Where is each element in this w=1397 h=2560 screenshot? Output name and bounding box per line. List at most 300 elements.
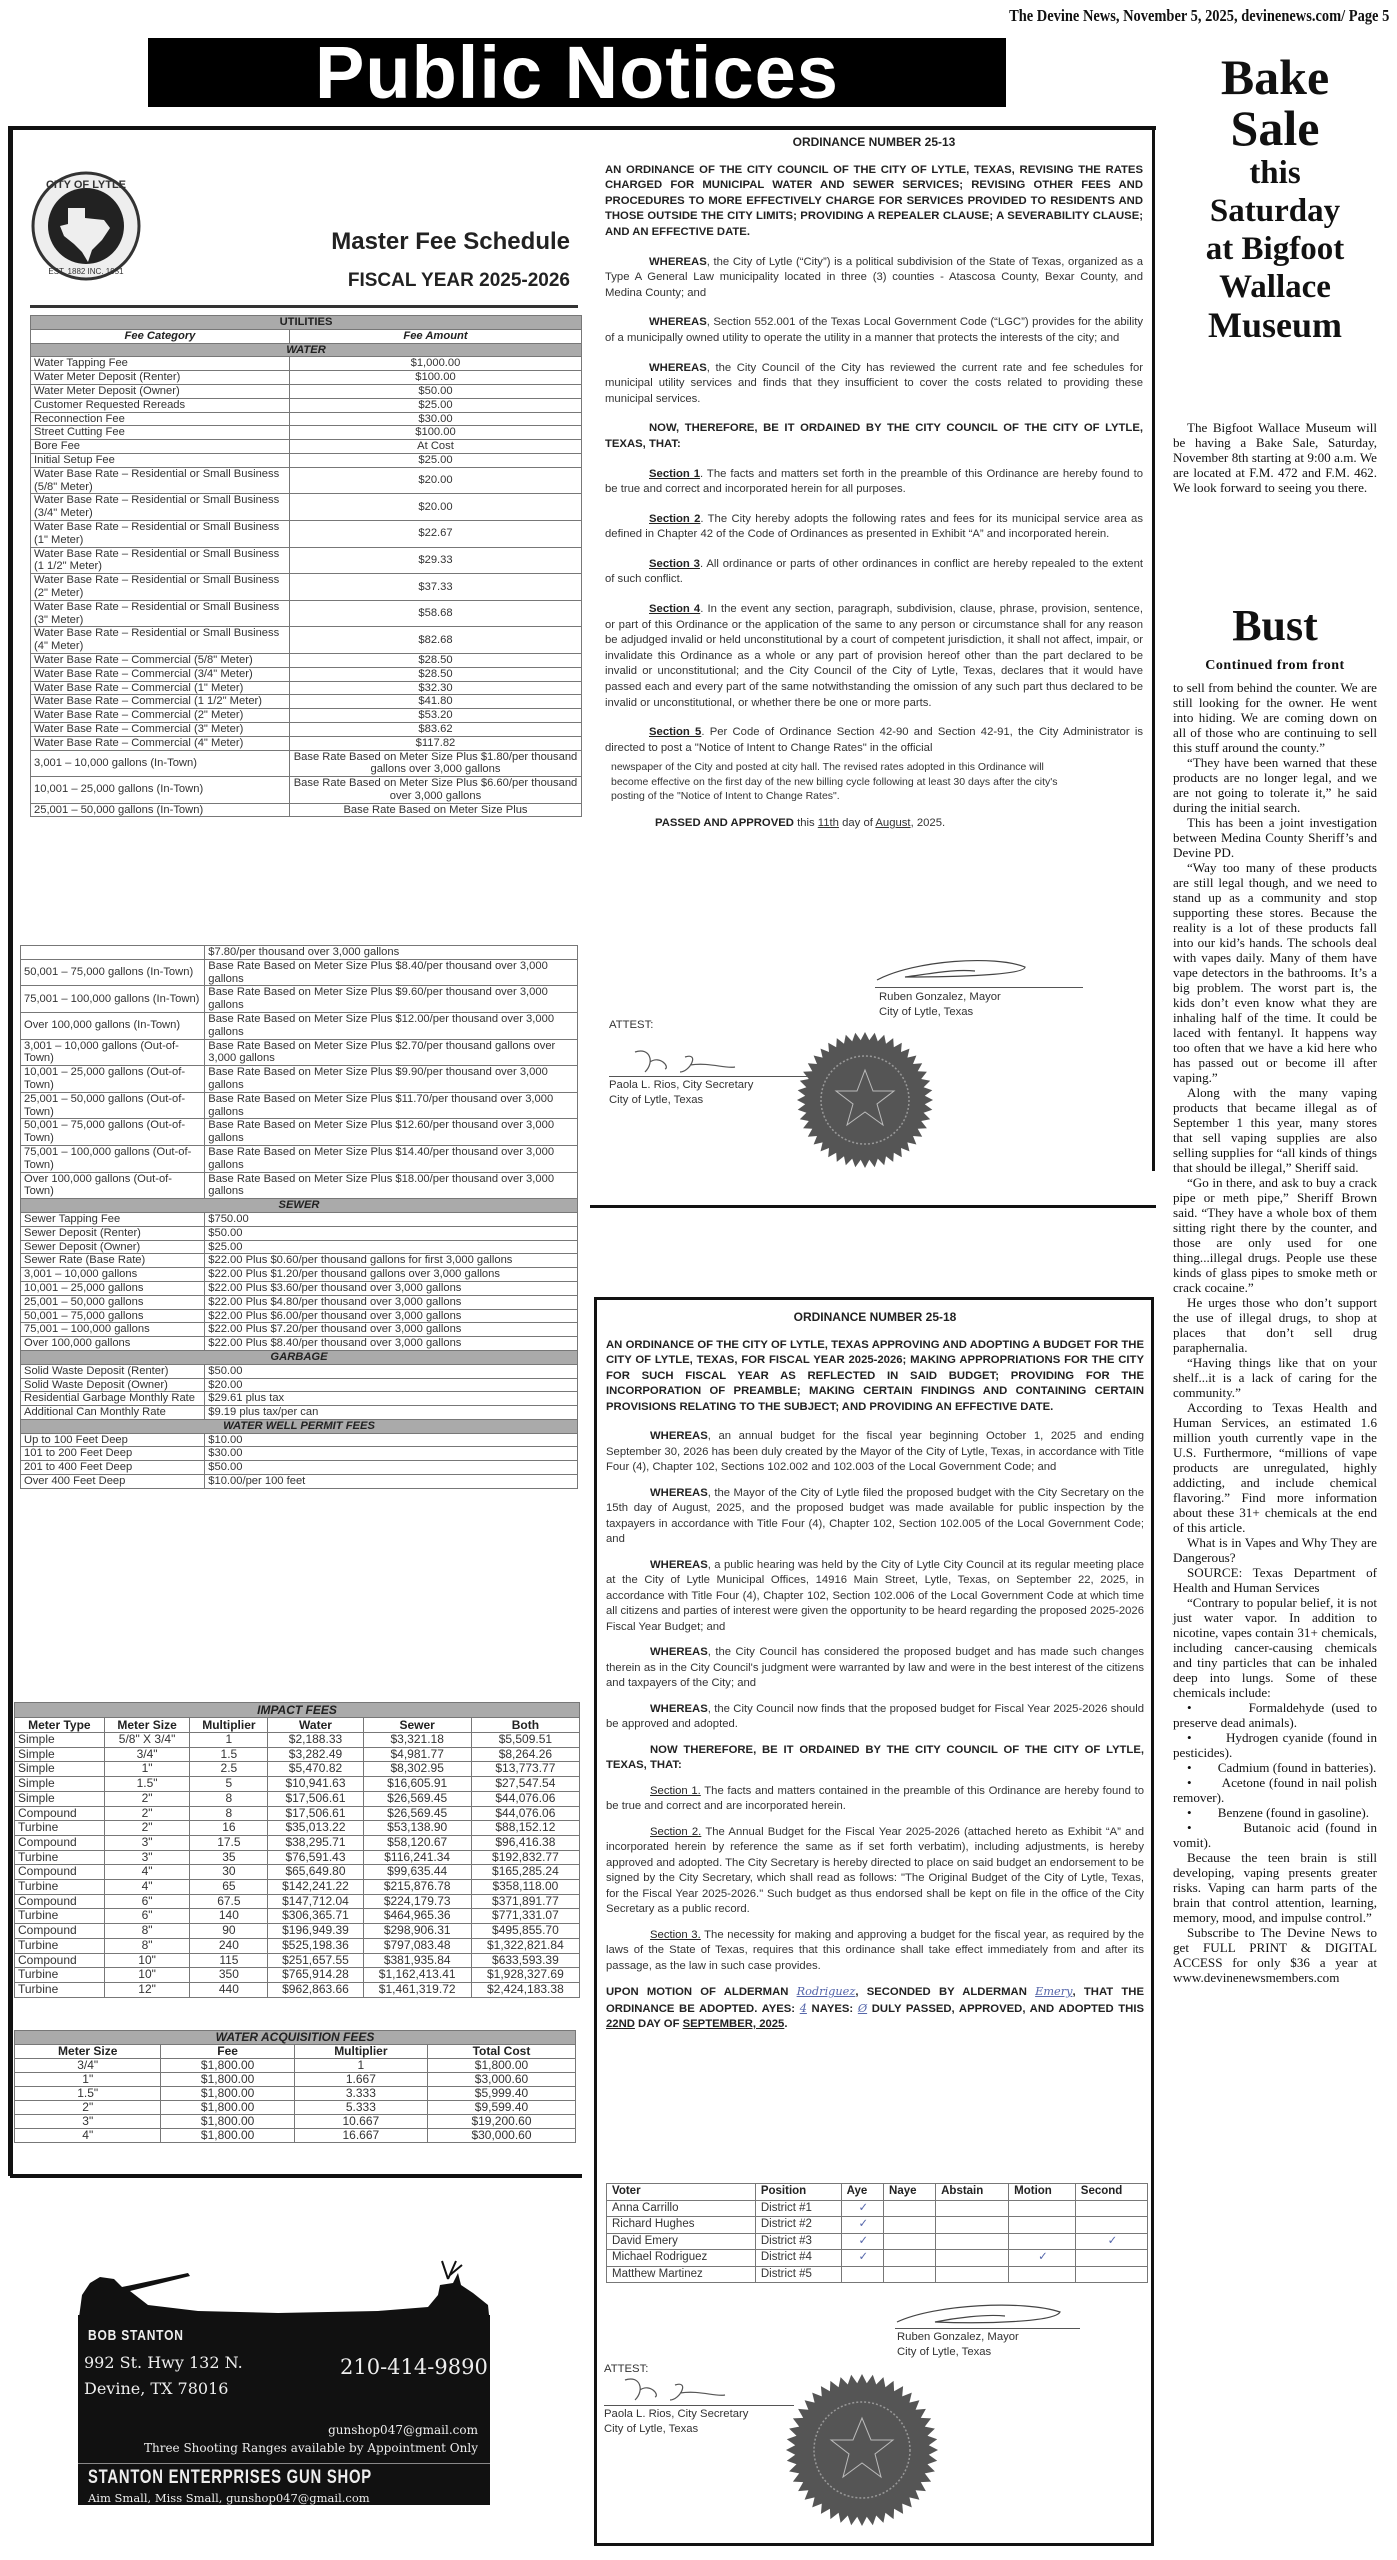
- vote-mark: [884, 2233, 936, 2250]
- fee-amount: $37.33: [289, 574, 581, 601]
- fee-amount: Base Rate Based on Meter Size Plus $11.70/per thousand over 3,000 gallons: [205, 1092, 578, 1119]
- whereas-clause: [605, 315, 1143, 346]
- article-paragraph: “Way too many of these products are still legal though, and we need to stand up as a community and stop supporting these stores. Because the reality is a lot of these products fall into our kid’s hands. The schools deal with vapes daily. Many of them have vape detectors in the bathrooms. It’s a big problem. The worst part is, the kids don’t even know what they are inhaling half of the time. It could be laced with fentanyl. It happens way too often that we have a kid here who has passed out or become ill after vaping.”: [1173, 860, 1377, 1085]
- ad-email[interactable]: gunshop047@gmail.com: [328, 2423, 478, 2437]
- acquisition-row: [15, 2128, 576, 2142]
- fee-category: Sewer Deposit (Renter): [21, 1226, 205, 1240]
- ad-ranges: Three Shooting Ranges available by Appointment Only: [143, 2441, 478, 2455]
- headline-line-5: at Bigfoot: [1205, 231, 1345, 267]
- acquisition-cell: $1,800.00: [161, 2058, 294, 2072]
- fee-row: [21, 1295, 578, 1309]
- mayor-signature-icon: [875, 955, 1035, 985]
- fee-category: 25,001 – 50,000 gallons (Out-of-Town): [21, 1092, 205, 1119]
- fee-category: Water Base Rate – Commercial (3" Meter): [31, 722, 290, 736]
- whereas-label: WHEREAS: [650, 1702, 708, 1715]
- vote-mark: ✓: [841, 2200, 883, 2217]
- svg-text:EST. 1882 INC. 1951: EST. 1882 INC. 1951: [48, 267, 124, 276]
- fee-amount: $22.00 Plus $1.20/per thousand gallons over 3,000 gallons: [205, 1268, 578, 1282]
- section-label: Section 3.: [650, 1928, 701, 1941]
- impact-cell: $765,914.28: [268, 1968, 363, 1983]
- section-text: The facts and matters contained in the preamble of this Ordinance are hereby found to be true and correct and are incorporated herein.: [606, 1784, 1144, 1812]
- impact-cell: $8,302.95: [363, 1762, 471, 1777]
- vote-mark: ✓: [841, 2217, 883, 2234]
- fee-amount: $83.62: [289, 722, 581, 736]
- fee-amount: $32.30: [289, 681, 581, 695]
- fee-category: Sewer Tapping Fee: [21, 1212, 205, 1226]
- fee-amount: $1,000.00: [289, 357, 581, 371]
- passed-text: this: [793, 816, 818, 829]
- section-text: . All ordinance or parts of other ordinances in conflict are hereby repealed to the extent of such conflict.: [605, 557, 1143, 586]
- fee-amount: $25.00: [289, 398, 581, 412]
- fee-amount: Base Rate Based on Meter Size Plus $12.60/per thousand over 3,000 gallons: [205, 1119, 578, 1146]
- impact-cell: Simple: [15, 1777, 105, 1792]
- impact-row: [15, 1806, 580, 1821]
- fee-row: [31, 722, 582, 736]
- fee-amount: Base Rate Based on Meter Size Plus $8.40/per thousand over 3,000 gallons: [205, 959, 578, 986]
- mayor-signature-line: [895, 2328, 1080, 2329]
- vote-cell: Anna Carrillo: [607, 2200, 756, 2217]
- bullet-icon: •: [1187, 1700, 1249, 1715]
- impact-cell: $5,470.82: [268, 1762, 363, 1777]
- section-label: Section 2: [649, 512, 701, 525]
- impact-cell: $464,965.36: [363, 1909, 471, 1924]
- fee-category: 50,001 – 75,000 gallons (In-Town): [21, 959, 205, 986]
- impact-cell: $8,264.26: [471, 1747, 579, 1762]
- impact-cell: Turbine: [15, 1880, 105, 1895]
- fee-row: [21, 1012, 578, 1039]
- fee-category: Over 100,000 gallons: [21, 1337, 205, 1351]
- impact-cell: 1.5: [190, 1747, 268, 1762]
- acquisition-cell: $1,800.00: [161, 2114, 294, 2128]
- impact-cell: $58,120.67: [363, 1835, 471, 1850]
- vote-cell: Michael Rodriguez: [607, 2250, 756, 2267]
- fee-row: [21, 1281, 578, 1295]
- impact-cell: $1,928,327.69: [471, 1968, 579, 1983]
- impact-cell: $1,162,413.41: [363, 1968, 471, 1983]
- impact-cell: 17.5: [190, 1835, 268, 1850]
- impact-col-header: Meter Type: [15, 1718, 105, 1733]
- fee-amount: $7.80/per thousand over 3,000 gallons: [205, 946, 578, 960]
- impact-cell: $53,138.90: [363, 1821, 471, 1836]
- fee-category: Water Base Rate – Commercial (1" Meter): [31, 681, 290, 695]
- motion-by: Rodriguez: [796, 1985, 856, 1998]
- impact-cell: $17,506.61: [268, 1791, 363, 1806]
- acquisition-cell: 1.5": [15, 2086, 161, 2100]
- fee-amount: At Cost: [289, 440, 581, 454]
- ordained-clause: NOW, THEREFORE, BE IT ORDAINED BY THE CITY COUNCIL OF THE CITY OF LYTLE, TEXAS, THAT:: [605, 422, 1143, 450]
- fee-row: [31, 520, 582, 547]
- chemical-text: Cadmium (found in batteries).: [1217, 1760, 1377, 1775]
- fee-schedule-subtitle: FISCAL YEAR 2025-2026: [347, 270, 570, 291]
- vote-cell: District #2: [755, 2217, 841, 2234]
- fee-row: [31, 453, 582, 467]
- impact-cell: $358,118.00: [471, 1880, 579, 1895]
- fee-category: 25,001 – 50,000 gallons (In-Town): [31, 803, 290, 817]
- acquisition-cell: 10.667: [294, 2114, 427, 2128]
- impact-cell: 440: [190, 1982, 268, 1997]
- article-paragraph: This has been a joint investigation between Medina County Sheriff’s and Devine PD.: [1173, 815, 1377, 860]
- impact-cell: $771,331.07: [471, 1909, 579, 1924]
- impact-cell: 8": [104, 1938, 190, 1953]
- ordinance-section: [606, 1784, 1144, 1815]
- impact-cell: $2,424,183.38: [471, 1982, 579, 1997]
- impact-cell: $27,547.54: [471, 1777, 579, 1792]
- gun-shop-ad: [78, 2255, 490, 2505]
- notice-frame-right: [1152, 126, 1155, 1171]
- impact-cell: 2.5: [190, 1762, 268, 1777]
- fee-category: Water Base Rate – Residential or Small Business (4" Meter): [31, 627, 290, 654]
- acquisition-cell: 5.333: [294, 2100, 427, 2114]
- impact-row: [15, 1777, 580, 1792]
- impact-cell: $495,855.70: [471, 1924, 579, 1939]
- fee-row: [21, 1323, 578, 1337]
- impact-cell: 10": [104, 1953, 190, 1968]
- chemical-text: Formaldehyde (used to preserve dead animals).: [1173, 1700, 1377, 1730]
- fee-amount: $20.00: [289, 467, 581, 494]
- fee-row: [31, 494, 582, 521]
- vote-cell: District #1: [755, 2200, 841, 2217]
- passed-label: PASSED AND APPROVED: [655, 816, 794, 829]
- fee-category: 3,001 – 10,000 gallons: [21, 1268, 205, 1282]
- bullet-icon: •: [1187, 1805, 1218, 1820]
- ad-owner: BOB STANTON: [88, 2327, 184, 2344]
- acquisition-row: [15, 2086, 576, 2100]
- fee-category: Water Base Rate – Commercial (3/4" Meter): [31, 667, 290, 681]
- fee-category: Over 400 Feet Deep: [21, 1475, 205, 1489]
- impact-cell: $298,906.31: [363, 1924, 471, 1939]
- fee-row: [21, 1254, 578, 1268]
- ordained-clause: NOW THEREFORE, BE IT ORDAINED BY THE CITY COUNCIL OF THE CITY OF LYTLE, TEXAS, THAT:: [606, 1743, 1144, 1771]
- secretary-city: City of Lytle, Texas: [609, 1094, 704, 1106]
- vote-mark: [1075, 2217, 1147, 2234]
- acquisition-cell: 1": [15, 2072, 161, 2086]
- whereas-label: WHEREAS: [650, 1430, 708, 1442]
- acquisition-cell: $5,999.40: [427, 2086, 575, 2100]
- fee-row: [31, 667, 582, 681]
- impact-col-header: Water: [268, 1718, 363, 1733]
- fee-row: [21, 1226, 578, 1240]
- vote-col-header: Motion: [1009, 2184, 1076, 2201]
- impact-cell: $381,935.84: [363, 1953, 471, 1968]
- fee-row: [21, 1039, 578, 1066]
- secretary-name: Paola L. Rios, City Secretary: [604, 2408, 749, 2420]
- chemical-text: Acetone (found in nail polish remover).: [1173, 1775, 1377, 1805]
- fee-row: [21, 1433, 578, 1447]
- acquisition-cell: 3": [15, 2114, 161, 2128]
- secretary-signature-icon: [630, 1047, 740, 1077]
- ordinance-section: [605, 557, 1143, 588]
- section-label: Section 1.: [650, 1784, 701, 1797]
- fee-category: Sewer Rate (Base Rate): [21, 1254, 205, 1268]
- vote-mark: [1075, 2250, 1147, 2267]
- impact-cell: $88,152.12: [471, 1821, 579, 1836]
- secretary-city: City of Lytle, Texas: [604, 2423, 699, 2435]
- fee-row: [31, 398, 582, 412]
- fee-category: Reconnection Fee: [31, 412, 290, 426]
- fee-row: [21, 1447, 578, 1461]
- fee-row: [21, 1461, 578, 1475]
- impact-cell: 1: [190, 1733, 268, 1748]
- vote-cell: District #4: [755, 2250, 841, 2267]
- acquisition-row: [15, 2058, 576, 2072]
- vote-cell: David Emery: [607, 2233, 756, 2250]
- fee-row: [21, 1364, 578, 1378]
- fee-category: Water Base Rate – Commercial (2" Meter): [31, 709, 290, 723]
- headline-line-1: Bake: [1220, 49, 1330, 105]
- ordinance-caption: AN ORDINANCE OF THE CITY OF LYTLE, TEXAS APPROVING AND ADOPTING A BUDGET FOR THE CITY OF LYTLE, TEXAS, FOR FISCAL YEAR 2025-2026; MAKING APPROPRIATIONS FOR THE CITY FOR SUCH FISCAL YEAR AS REFLECTED IN SAID BUDGET; PROVIDING FOR THE INCORPORATION OF PREAMBLE; MAKING CERTAIN FINDINGS AND CONTAINING CERTAIN PROVISIONS RELATING TO THE SUBJECT; AND PROVIDING AN EFFECTIVE DATE.: [606, 1338, 1144, 1413]
- impact-cell: $26,569.45: [363, 1806, 471, 1821]
- passed-year: , 2025.: [910, 816, 946, 829]
- chemical-list-item: [1173, 1805, 1377, 1820]
- impact-cell: $251,657.55: [268, 1953, 363, 1968]
- whereas-clause: [606, 1645, 1144, 1692]
- impact-cell: Turbine: [15, 1850, 105, 1865]
- city-of-lytle-seal-icon: [30, 170, 142, 282]
- fee-row: [31, 371, 582, 385]
- impact-cell: 2": [104, 1791, 190, 1806]
- ayes-count: 4: [799, 2001, 807, 2015]
- section-text: . In the event any section, paragraph, subdivision, clause, phrase, provision, sentence, or part of this Ordinance or the application of the same to any person or circumstance shall for any reason be adjudged invalid or held unconstitutional by a court of competent jurisdiction, it shall not affect, impair, or invalidate this Ordinance as a whole or any part of provision hereof other than the part declared to be invalid or unconstitutional; and the City Council of the City of Lytle, Texas, declares that it would have passed each and every part of the same notwithstanding the omission of any such part thus declared to be invalid or unconstitutional, or whether there be one or more parts.: [605, 603, 1143, 709]
- acquisition-col-header: Fee: [161, 2044, 294, 2058]
- impact-cell: $96,416.38: [471, 1835, 579, 1850]
- fee-schedule-header: [30, 170, 580, 320]
- chemical-list-item: [1173, 1730, 1377, 1760]
- chemical-list-item: [1173, 1760, 1377, 1775]
- acquisition-row: [15, 2114, 576, 2128]
- fee-category: 50,001 – 75,000 gallons: [21, 1309, 205, 1323]
- acquisition-cell: $1,800.00: [161, 2086, 294, 2100]
- well-permit-header: WATER WELL PERMIT FEES: [21, 1419, 578, 1433]
- passed-month: August: [875, 816, 911, 829]
- bake-sale-headline: [1173, 49, 1377, 345]
- fee-category: Bore Fee: [31, 440, 290, 454]
- article-paragraph: SOURCE: Texas Department of Health and Human Services: [1173, 1565, 1377, 1595]
- fee-row: [21, 1066, 578, 1093]
- impact-cell: $224,179.73: [363, 1894, 471, 1909]
- fee-row: [31, 709, 582, 723]
- fee-category: Water Base Rate – Commercial (4" Meter): [31, 736, 290, 750]
- article-paragraph: “They have been warned that these products are no longer legal, and we are not going to tolerate it,” he said during the initial search.: [1173, 755, 1377, 815]
- utilities-fee-table: [30, 315, 582, 817]
- fee-row: [21, 1172, 578, 1199]
- vote-mark: [841, 2266, 883, 2283]
- whereas-text: , the City Council of the City has reviewed the current rate and fee schedules for municipal utility services and finds that they insufficient to cover the costs related to providing these municipal services.: [605, 361, 1143, 405]
- fee-row: [31, 653, 582, 667]
- impact-cell: $4,981.77: [363, 1747, 471, 1762]
- fee-category: Additional Can Monthly Rate: [21, 1406, 205, 1420]
- fee-category: 25,001 – 50,000 gallons: [21, 1295, 205, 1309]
- impact-cell: 8: [190, 1806, 268, 1821]
- fee-amount: $22.67: [289, 520, 581, 547]
- whereas-label: WHEREAS: [650, 1646, 708, 1658]
- fee-category: Up to 100 Feet Deep: [21, 1433, 205, 1447]
- whereas-clause: [605, 255, 1143, 302]
- fee-category: Street Cutting Fee: [31, 426, 290, 440]
- fee-category: Initial Setup Fee: [31, 453, 290, 467]
- fee-amount: Base Rate Based on Meter Size Plus $9.60/per thousand over 3,000 gallons: [205, 986, 578, 1013]
- fee-row: [31, 695, 582, 709]
- chemical-text: Hydrogen cyanide (found in pesticides).: [1173, 1730, 1377, 1760]
- fee-amount: Base Rate Based on Meter Size Plus $2.70/per thousand gallons over 3,000 gallons: [205, 1039, 578, 1066]
- headline-line-3: this: [1249, 155, 1301, 191]
- fee-row: [21, 1475, 578, 1489]
- acquisition-cell: 4": [15, 2128, 161, 2142]
- impact-col-header: Multiplier: [190, 1718, 268, 1733]
- passed-approved-line: [605, 816, 1143, 832]
- impact-cell: Compound: [15, 1894, 105, 1909]
- fee-row: [31, 426, 582, 440]
- fee-amount: $100.00: [289, 371, 581, 385]
- impact-cell: $26,569.45: [363, 1791, 471, 1806]
- fee-row: [31, 750, 582, 777]
- sewer-header: SEWER: [21, 1199, 578, 1213]
- acquisition-cell: $1,800.00: [161, 2072, 294, 2086]
- fee-amount: $28.50: [289, 653, 581, 667]
- article-paragraph: According to Texas Health and Human Services, an estimated 1.6 million youth currently vape in the U.S. Furthermore, “millions of vape products are unregulated, highly addicting, and include chemical flavoring.” Find more information about these 31+ chemicals at the end of this article.: [1173, 1400, 1377, 1535]
- fee-row: [31, 547, 582, 574]
- acquisition-cell: $30,000.60: [427, 2128, 575, 2142]
- vote-mark: [1075, 2200, 1147, 2217]
- whereas-text: , Section 552.001 of the Texas Local Government Code (“LGC”) provides for the ability of a municipally owned utility to operate the utility in a manner that protects the interests of the city; and: [605, 316, 1143, 344]
- ad-address-line2: Devine, TX 78016: [84, 2379, 229, 2398]
- acquisition-cell: 16.667: [294, 2128, 427, 2142]
- fee-amount: $25.00: [205, 1240, 578, 1254]
- fee-row: [21, 1406, 578, 1420]
- fee-category: 101 to 200 Feet Deep: [21, 1447, 205, 1461]
- impact-cell: 4": [104, 1865, 190, 1880]
- vote-row: [607, 2266, 1148, 2283]
- vote-mark: ✓: [1075, 2233, 1147, 2250]
- vote-table: [606, 2183, 1148, 2283]
- garbage-header-row: [21, 1350, 578, 1364]
- impact-cell: 115: [190, 1953, 268, 1968]
- fee-amount: Base Rate Based on Meter Size Plus $18.00/per thousand over 3,000 gallons: [205, 1172, 578, 1199]
- impact-cell: $99,635.44: [363, 1865, 471, 1880]
- fee-amount: Base Rate Based on Meter Size Plus $6.60/per thousand over 3,000 gallons: [289, 777, 581, 804]
- fee-amount: Base Rate Based on Meter Size Plus: [289, 803, 581, 817]
- water-acquisition-table: [14, 2030, 576, 2143]
- acquisition-cell: $1,800.00: [161, 2100, 294, 2114]
- ad-phone[interactable]: 210-414-9890: [340, 2355, 488, 2379]
- acquisition-cell: 1.667: [294, 2072, 427, 2086]
- acquisition-col-header: Total Cost: [427, 2044, 575, 2058]
- impact-cell: 67.5: [190, 1894, 268, 1909]
- vote-col-header: Naye: [884, 2184, 936, 2201]
- mayor-city: City of Lytle, Texas: [897, 2346, 992, 2358]
- impact-cell: $525,198.36: [268, 1938, 363, 1953]
- fee-row: [21, 1240, 578, 1254]
- chemical-list-item: [1173, 1775, 1377, 1805]
- vote-col-header: Abstain: [936, 2184, 1009, 2201]
- vote-mark: [936, 2266, 1009, 2283]
- impact-row: [15, 1733, 580, 1748]
- motion-text-5: DULY PASSED, APPROVED, AND ADOPTED THIS: [867, 2002, 1144, 2015]
- vote-cell: Richard Hughes: [607, 2217, 756, 2234]
- col-fee-category: Fee Category: [31, 329, 290, 343]
- fee-row: [31, 412, 582, 426]
- impact-cell: 3/4": [104, 1747, 190, 1762]
- motion-text-2: , SECONDED BY ALDERMAN: [855, 1986, 1036, 1998]
- impact-row: [15, 1968, 580, 1983]
- impact-cell: 240: [190, 1938, 268, 1953]
- utilities-fee-table-continued: [20, 945, 578, 1489]
- impact-cell: Turbine: [15, 1982, 105, 1997]
- motion-text-7: .: [784, 2018, 788, 2030]
- fee-category: Water Base Rate – Residential or Small Business (3/4" Meter): [31, 494, 290, 521]
- impact-cell: Compound: [15, 1806, 105, 1821]
- impact-cell: $116,241.34: [363, 1850, 471, 1865]
- ordinance-section: [606, 1928, 1144, 1975]
- impact-cell: $633,593.39: [471, 1953, 579, 1968]
- article-paragraph: to sell from behind the counter. We are still looking for the owner. He went into hiding. We are coming down on all of those who are continuing to sell this stuff around the county.”: [1173, 680, 1377, 755]
- secretary-signature-line: [604, 2405, 794, 2406]
- vote-col-header: Aye: [841, 2184, 883, 2201]
- impact-col-header: Sewer: [363, 1718, 471, 1733]
- fee-amount: $30.00: [205, 1447, 578, 1461]
- impact-cell: $16,605.91: [363, 1777, 471, 1792]
- fee-amount: $20.00: [289, 494, 581, 521]
- section-text: . The City hereby adopts the following rates and fees for its municipal service area as defined in Chapter 42 of the Code of Ordinances as presented in Exhibit “A” and incorporated herein.: [605, 512, 1143, 541]
- vote-mark: [1009, 2217, 1076, 2234]
- impact-cell: $165,285.24: [471, 1865, 579, 1880]
- fee-amount: $22.00 Plus $0.60/per thousand gallons for first 3,000 gallons: [205, 1254, 578, 1268]
- impact-cell: $1,322,821.84: [471, 1938, 579, 1953]
- ad-address-line1: 992 St. Hwy 132 N.: [84, 2353, 243, 2372]
- whereas-clause: [606, 1702, 1144, 1733]
- impact-cell: 6": [104, 1909, 190, 1924]
- fee-amount: $50.00: [205, 1364, 578, 1378]
- fee-category: Water Base Rate – Residential or Small Business (5/8" Meter): [31, 467, 290, 494]
- whereas-label: WHEREAS: [649, 316, 707, 329]
- whereas-text: , the City of Lytle (“City”) is a political subdivision of the State of Texas, organized as a Type A General Law municipality located in three (3) counties - Atascosa County, Bexar County, and Medina County; and: [605, 255, 1143, 299]
- impact-cell: $1,461,319.72: [363, 1982, 471, 1997]
- fee-category: Solid Waste Deposit (Owner): [21, 1378, 205, 1392]
- bake-sale-body: [1173, 420, 1377, 495]
- header-divider: [30, 305, 578, 308]
- city-seal-stamp-icon: [795, 1025, 935, 1175]
- section-text: The necessity for making and approving a budget for the fiscal year, as required by the laws of the State of Texas, requires that this ordinance shall take effect immediately from and after its passage, as the law in such case provides.: [606, 1928, 1144, 1972]
- vote-mark: [1009, 2200, 1076, 2217]
- fee-amount: $30.00: [289, 412, 581, 426]
- fee-category: [21, 946, 205, 960]
- whereas-clause: [606, 1558, 1144, 1636]
- fee-amount: $29.33: [289, 547, 581, 574]
- fee-category: Water Base Rate – Residential or Small Business (1 1/2" Meter): [31, 547, 290, 574]
- fee-row: [21, 1119, 578, 1146]
- impact-row: [15, 1938, 580, 1953]
- fee-amount: $22.00 Plus $6.00/per thousand over 3,000 gallons: [205, 1309, 578, 1323]
- bullet-icon: •: [1187, 1760, 1218, 1775]
- impact-cell: $76,591.43: [268, 1850, 363, 1865]
- impact-row: [15, 1909, 580, 1924]
- fee-row: [31, 467, 582, 494]
- vote-mark: [1075, 2266, 1147, 2283]
- impact-cell: $44,076.06: [471, 1791, 579, 1806]
- fee-amount: $22.00 Plus $3.60/per thousand over 3,000 gallons: [205, 1281, 578, 1295]
- fee-category: 3,001 – 10,000 gallons (Out-of-Town): [21, 1039, 205, 1066]
- vote-mark: [884, 2250, 936, 2267]
- impact-cell: Turbine: [15, 1909, 105, 1924]
- nayes-count: Ø: [857, 2001, 868, 2015]
- fee-category: 3,001 – 10,000 gallons (In-Town): [31, 750, 290, 777]
- fee-amount: $750.00: [205, 1212, 578, 1226]
- acquisition-col-header: Multiplier: [294, 2044, 427, 2058]
- impact-cell: 12": [104, 1982, 190, 1997]
- article-paragraph: Along with the many vaping products that became illegal as of September 1 this year, many stores that sell vaping supplies are also selling supplies for “all kinds of things that should be illegal,” Sheriff said.: [1173, 1085, 1377, 1175]
- impact-cell: $3,321.18: [363, 1733, 471, 1748]
- article-paragraph: “Having things like that on your shelf...it is a lack of caring for the community.”: [1173, 1355, 1377, 1400]
- impact-cell: $147,712.04: [268, 1894, 363, 1909]
